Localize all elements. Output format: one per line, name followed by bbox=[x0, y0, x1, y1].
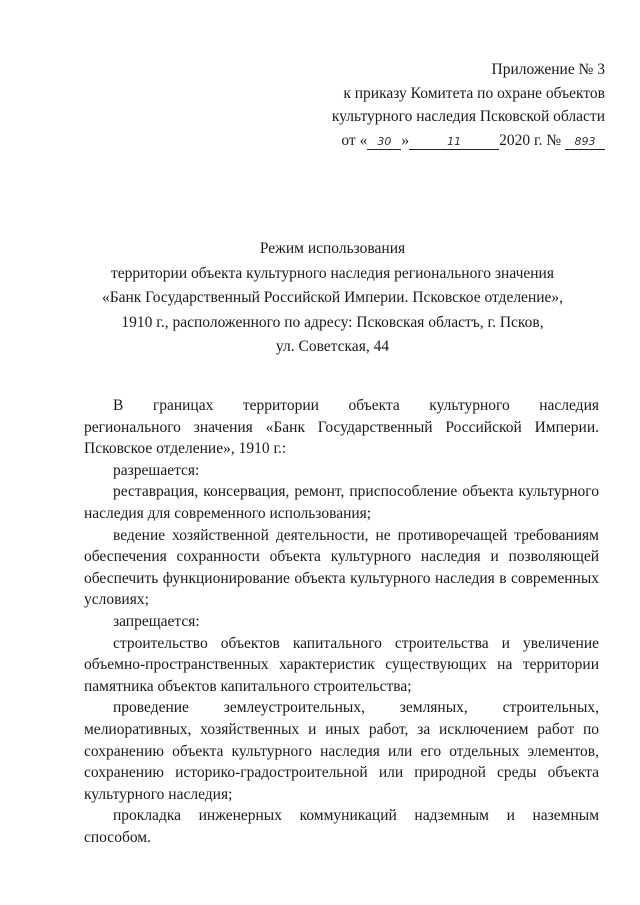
date-mid: » bbox=[401, 131, 410, 149]
title-line-5: ул. Советская, 44 bbox=[275, 338, 390, 355]
committee-name: культурного наследия Псковской области bbox=[331, 108, 605, 125]
appendix-number: Приложение № 3 bbox=[491, 61, 605, 78]
date-day-handwritten: 30 bbox=[377, 134, 392, 148]
intro-paragraph-line1 bbox=[84, 395, 599, 417]
order-reference: к приказу Комитета по охране объектов bbox=[343, 84, 605, 102]
forbidden-item-2: проведение землеустроительных, земляных, строительных, мелиоративных, хозяйственных и иных работ, за исключением работ по сохранению объекта культурного наследия или его отдельных элементов, сохранению историко-градостроительной или природной среды объекта культурного наследия; bbox=[84, 699, 599, 803]
intro-text-1: В границах территории объекта культурного наследия bbox=[113, 397, 599, 414]
appendix-header bbox=[300, 58, 605, 152]
allowed-heading: разрешается: bbox=[113, 461, 200, 479]
date-month-field bbox=[409, 134, 499, 150]
order-date-line bbox=[300, 129, 605, 153]
forbidden-heading: запрещается: bbox=[113, 612, 200, 630]
document-title bbox=[60, 237, 605, 360]
title-line-2: территории объекта культурного наследия регионального значения bbox=[111, 264, 554, 282]
allowed-item-2: ведение хозяйственной деятельности, не противоречащей требованиям обеспечения сохранности объекта культурного наследия и позволяющей обеспечить функционирование объекта культурного наследия в современных условиях; bbox=[84, 526, 599, 609]
order-number-handwritten: 893 bbox=[574, 134, 596, 148]
title-line-4: 1910 г., расположенного по адресу: Псковская областъ, г. Псков, bbox=[121, 313, 544, 331]
intro-paragraph bbox=[84, 417, 599, 460]
order-number-field bbox=[565, 134, 605, 150]
document-body bbox=[84, 395, 599, 848]
date-day-field bbox=[367, 134, 401, 150]
date-month-handwritten: 11 bbox=[447, 134, 462, 148]
title-line-1: Режим использования bbox=[259, 240, 406, 257]
intro-text-2: регионального значения «Банк Государственный Российской Империи. Псковское отделение», 1910 г.: bbox=[84, 418, 599, 458]
date-year: 2020 г. № bbox=[499, 131, 562, 149]
allowed-item-1: реставрация, консервация, ремонт, приспособление объекта культурного наследия для современного использования; bbox=[84, 483, 599, 522]
forbidden-item-3: прокладка инженерных коммуникаций надземным и наземным способом. bbox=[84, 807, 599, 846]
forbidden-item-1: строительство объектов капитального строительства и увеличение объемно-пространственных характеристик существующих на территории памятника объектов капитального строительства; bbox=[84, 634, 599, 695]
title-line-3: «Банк Государственный Российской Империи. Псковское отделение», bbox=[101, 289, 564, 306]
date-prefix: от « bbox=[341, 131, 368, 149]
